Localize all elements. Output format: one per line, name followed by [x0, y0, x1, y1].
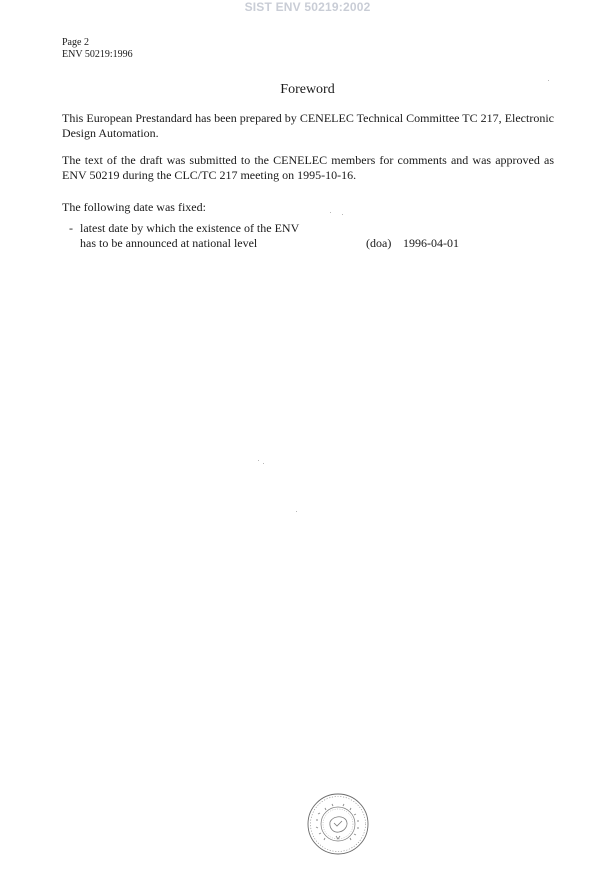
date-abbreviation: (doa) [366, 236, 392, 250]
date-value: 1996-04-01 [403, 236, 459, 250]
page-header [62, 37, 133, 61]
paragraph-prepared-by: This European Prestandard has been prepared by CENELEC Technical Committee TC 217, Electronic Design Automation. [62, 111, 554, 140]
paragraph-approval: The text of the draft was submitted to the CENELEC members for comments and was approved as ENV 50219 during the CLC/TC 217 meeting on 1995-10-16. [62, 153, 554, 182]
section-title: Foreword [280, 82, 335, 97]
document-id: ENV 50219:1996 [62, 49, 133, 60]
watermark: SIST ENV 50219:2002 [244, 0, 371, 14]
scan-speck [263, 463, 264, 464]
list-item-line1: latest date by which the existence of the ENV [80, 221, 300, 235]
page-number: Page 2 [62, 37, 89, 48]
scan-speck [548, 80, 549, 81]
scan-speck [330, 212, 331, 213]
official-seal-stamp [306, 792, 370, 856]
list-item-line2: has to be announced at national level [80, 236, 258, 250]
scan-speck [342, 214, 343, 215]
list-bullet-dash: - [69, 221, 73, 235]
paragraph-dates-intro: The following date was fixed: [62, 200, 206, 214]
scan-speck [258, 460, 259, 461]
scan-speck [296, 511, 297, 512]
